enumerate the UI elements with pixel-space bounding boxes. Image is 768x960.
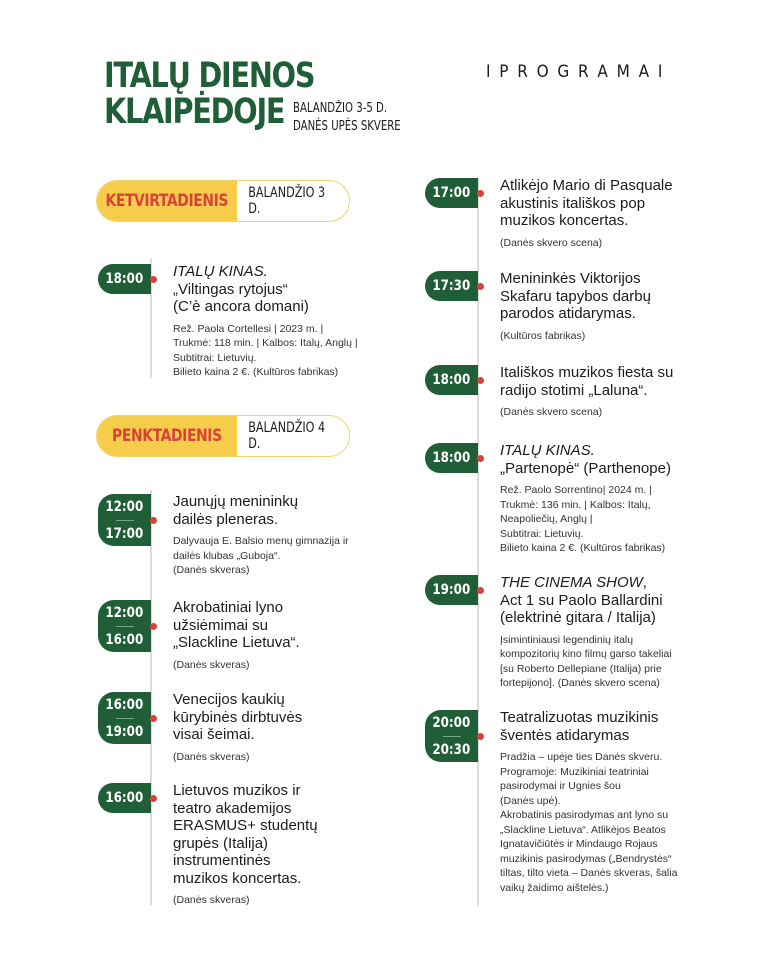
event-title-line: užsiėmimai su — [173, 616, 269, 634]
programa-letter: I — [486, 62, 491, 82]
time-text: 12:00 — [105, 604, 144, 621]
programa-letter: P — [499, 62, 509, 82]
time-badge — [425, 575, 478, 605]
event-title-line: Skafaru tapybos darbų — [500, 287, 651, 305]
event-title — [500, 709, 710, 744]
event-description-line: (Danės skveras) — [173, 658, 250, 671]
time-text: 16:00 — [105, 790, 144, 806]
time-text: 20:00 — [432, 714, 471, 731]
event-description-line: (Kultūros fabrikas) — [500, 329, 586, 342]
event-title-line: Act 1 su Paolo Ballardini — [500, 591, 663, 609]
event-description-line: (Danės upė). — [500, 794, 561, 807]
event-title-line: Teatralizuotas muzikinis — [500, 709, 659, 726]
event-description-line: dailės klubas „Guboja“. — [173, 549, 281, 562]
timeline-dot-icon — [477, 283, 484, 290]
timeline-dot-icon — [477, 455, 484, 462]
event-description — [500, 236, 720, 251]
event-title-line: Lietuvos muzikos ir — [173, 782, 301, 799]
event-title-line: muzikos koncertas. — [500, 212, 629, 229]
event-title — [500, 442, 710, 477]
event-description-line: Bilieto kaina 2 €. (Kultūros fabrikas) — [173, 366, 339, 378]
time-text: 12:00 — [105, 498, 144, 515]
timeline-dot-icon — [477, 733, 484, 740]
event-description — [173, 893, 393, 908]
event-description — [500, 483, 720, 556]
event-description-line: Trukmė: 118 min. | Kalbos: Italų, Anglų | — [173, 337, 358, 349]
event-title-italic-line — [500, 442, 710, 460]
event-title-line: parodos atidarymas. — [500, 305, 636, 322]
timeline-dot-icon — [150, 623, 157, 630]
programa-letter: I — [657, 62, 663, 82]
programa-letter: M — [616, 62, 630, 82]
event-title-line: (elektrinė gitara / Italija) — [500, 609, 656, 626]
event-title-line: radijo stotimi „Laluna“. — [500, 381, 648, 399]
event-subtitle — [293, 100, 401, 136]
event-title — [500, 270, 710, 323]
event-title — [173, 599, 383, 652]
time-badge — [425, 365, 478, 395]
event-description-line: kompozitorių kino filmų garso takeliai — [500, 648, 672, 660]
event-description-line: Akrobatinis pasirodymas ant lyno su — [500, 809, 669, 821]
event-title-line: instrumentinės — [173, 852, 271, 869]
event-description-line: Pradžia – upėje ties Danės skveru. — [500, 751, 663, 763]
time-text: 20:30 — [432, 741, 471, 758]
event-title-line: Akrobatiniai lyno — [173, 599, 284, 616]
programa-letter: R — [578, 62, 589, 82]
event-description — [500, 633, 720, 691]
day-header-thursday — [96, 180, 350, 222]
programa-heading — [486, 62, 662, 82]
time-badge — [98, 264, 151, 294]
time-separator — [116, 520, 134, 521]
event-description-line: Rež. Paola Cortellesi | 2023 m. | — [173, 322, 324, 335]
event-description-line: pasirodymai ir Ugnies šou — [500, 780, 621, 792]
event-title — [500, 364, 710, 399]
event-description — [173, 750, 393, 765]
event-title-italic-line — [500, 574, 710, 592]
event-title — [173, 493, 383, 528]
event-description-line: Programoje: Muzikiniai teatriniai — [500, 765, 649, 778]
event-title-line: Itališkos muzikos fiesta su — [500, 364, 674, 381]
timeline-dot-icon — [150, 276, 157, 283]
day-header-friday — [96, 415, 350, 457]
time-text: 17:30 — [432, 278, 471, 294]
event-description-line: (Danės skveras) — [173, 750, 250, 763]
event-description — [500, 750, 720, 895]
event-description — [173, 322, 393, 380]
event-description-line: Ignatavičiūtės ir Mindaugo Rojaus — [500, 838, 658, 850]
event-description-line: Neapoliečių, Anglų | — [500, 513, 593, 525]
time-badge — [98, 494, 151, 546]
event-description — [500, 405, 720, 420]
day-name: PENKTADIENIS — [112, 426, 222, 446]
programa-letter: G — [557, 62, 570, 82]
time-badge — [425, 710, 478, 762]
event-title-line: „Viltingas rytojus“ — [173, 280, 288, 298]
time-separator — [116, 718, 134, 719]
event-title-line: „Slackline Lietuva“. — [173, 634, 300, 651]
event-description-line: muzikinis pasirodymas („Bendrystės“ — [500, 852, 672, 865]
time-text: 18:00 — [105, 271, 144, 287]
time-separator — [443, 736, 461, 737]
event-title-italic-line — [173, 263, 383, 281]
event-title — [173, 782, 383, 887]
timeline-dot-icon — [150, 795, 157, 802]
event-description-line: „Slackline Lietuva“. Atlikėjos Beatos — [500, 823, 666, 836]
event-description-line: Trukmė: 136 min. | Kalbos: Italų, — [500, 498, 651, 511]
title-line-1: ITALŲ DIENOS — [104, 56, 315, 96]
event-category: THE CINEMA SHOW — [500, 574, 643, 591]
day-date: BALANDŽIO 4 D. — [248, 420, 326, 452]
programa-letter: O — [536, 62, 549, 82]
timeline-dot-icon — [150, 715, 157, 722]
event-description-line: vaikų žaidimo aištelės.) — [500, 881, 609, 894]
event-description-line: (Danės skveras) — [173, 894, 250, 906]
event-title-line: „Partenopė“ (Parthenope) — [500, 459, 671, 477]
event-description-line: fortepijono]. (Danės skvero scena) — [500, 677, 660, 689]
event-description — [173, 658, 393, 673]
event-title-line: Menininkės Viktorijos — [500, 270, 641, 287]
event-category: ITALŲ KINAS. — [500, 442, 595, 459]
event-description-line: (Danės skvero scena) — [500, 236, 603, 249]
event-title-line: muzikos koncertas. — [173, 869, 302, 887]
subtitle-dates: BALANDŽIO 3-5 D. — [293, 101, 388, 116]
event-title — [104, 58, 314, 130]
event-description-line: Dalyvauja E. Balsio menų gimnazija ir — [173, 535, 349, 547]
time-text: 17:00 — [432, 185, 471, 201]
time-text: 18:00 — [432, 372, 471, 388]
time-text: 17:00 — [105, 525, 144, 542]
event-title-suffix: , — [642, 574, 647, 591]
time-text: 18:00 — [432, 450, 471, 466]
time-badge — [98, 783, 151, 813]
event-description-line: Įsimintiniausi legendinių italų — [500, 633, 634, 646]
event-description — [173, 534, 393, 578]
event-description-line: Subtitrai: Lietuvių. — [173, 351, 257, 364]
event-title-line: visai šeimai. — [173, 726, 255, 743]
time-text: 16:00 — [105, 696, 144, 713]
event-description-line: (Danės skveras) — [173, 564, 250, 576]
event-title-line: grupės (Italija) — [173, 834, 269, 852]
event-description — [500, 329, 720, 344]
time-badge — [425, 178, 478, 208]
event-description-line: Subtitrai: Lietuvių. — [500, 527, 584, 540]
time-badge — [425, 443, 478, 473]
event-title-line: Venecijos kaukių — [173, 691, 285, 708]
event-title — [173, 263, 383, 316]
day-date: BALANDŽIO 3 D. — [248, 185, 326, 217]
event-description-line: Rež. Paolo Sorrentino| 2024 m. | — [500, 484, 652, 496]
timeline-dot-icon — [477, 587, 484, 594]
event-title — [500, 177, 710, 230]
time-separator — [116, 626, 134, 627]
time-badge — [98, 692, 151, 744]
event-title-line: Jaunųjų menininkų — [173, 493, 299, 510]
time-text: 19:00 — [432, 582, 471, 598]
programa-letter: A — [597, 62, 608, 82]
event-description-line: [su Roberto Dellepiane (Italija) prie — [500, 662, 662, 675]
event-title-line: akustinis itališkos pop — [500, 194, 646, 212]
programa-letter: R — [517, 62, 528, 82]
timeline-dot-icon — [150, 517, 157, 524]
programa-letter: A — [638, 62, 650, 82]
event-description-line: (Danės skvero scena) — [500, 406, 603, 418]
event-title-line: dailės pleneras. — [173, 510, 279, 528]
event-title — [173, 691, 383, 744]
subtitle-location: DANĖS UPĖS SKVERE — [293, 119, 401, 134]
event-title-line: teatro akademijos — [173, 799, 292, 817]
time-text: 16:00 — [105, 631, 144, 648]
timeline-dot-icon — [477, 190, 484, 197]
day-name: KETVIRTADIENIS — [105, 191, 229, 211]
event-title-line: Atlikėjo Mario di Pasquale — [500, 177, 673, 194]
time-text: 19:00 — [105, 723, 144, 740]
event-title-line: šventės atidarymas — [500, 726, 630, 744]
event-title-line: kūrybinės dirbtuvės — [173, 708, 303, 726]
event-title-line: (C’è ancora domani) — [173, 298, 309, 315]
time-badge — [425, 271, 478, 301]
event-description-line: Bilieto kaina 2 €. (Kultūros fabrikas) — [500, 542, 666, 554]
event-title — [500, 574, 710, 627]
event-category: ITALŲ KINAS. — [173, 263, 268, 280]
event-title-line: ERASMUS+ studentų — [173, 817, 318, 834]
title-line-2: KLAIPĖDOJE — [104, 92, 285, 132]
event-description-line: tiltas, tilto vieta – Danės skveras, šalia — [500, 867, 678, 879]
timeline-dot-icon — [477, 377, 484, 384]
time-badge — [98, 600, 151, 652]
